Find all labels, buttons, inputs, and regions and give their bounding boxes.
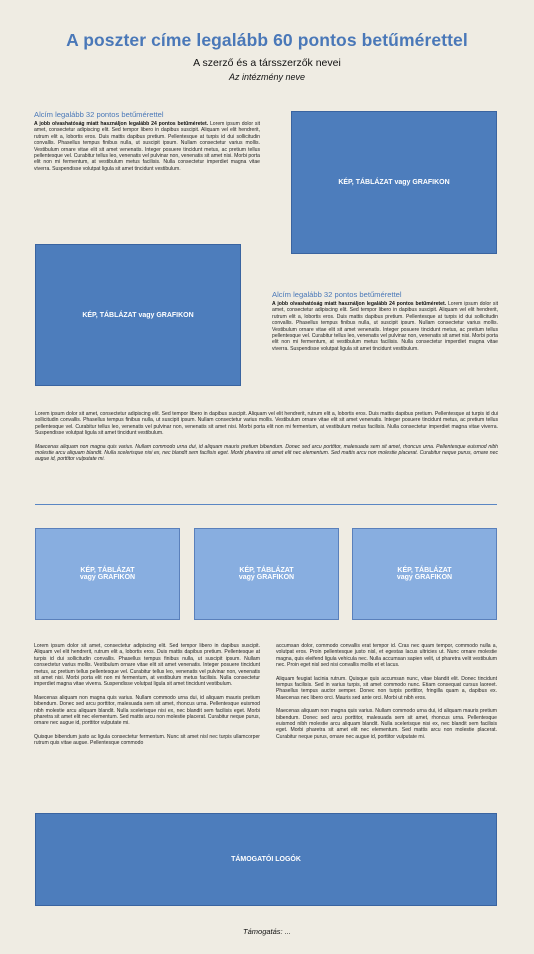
left-column-paragraph-1: Lorem ipsum dolor sit amet, consectetur adipiscing elit. Sed tempor libero in dapibus suscipit. Aliquam vel elit hendrerit, rutrum elit a, lobortis eros. Duis mattis dapibus pretium. Pellentesque at turpis id dui sollicitudin convallis. Phasellus tempus finibus nulla, ut suscipit ipsum. Nullam consectetur varius mollis. Vestibulum ornare vitae elit sit amet venenatis. Integer posuere tincidunt metus, ac pretium tellus pellentesque vel. Curabitur tellus leo, venenatis vel pulvinar non, venenatis sit amet nisi. Morbi porta elit non mi fermentum, at vestibulum metus facilisis. Nulla consectetur imperdiet magna vitae viverra. Suspendisse volutpat ligula sit amet tincidunt vestibulum. (34, 643, 260, 688)
figure-label-line-2: vagy GRAFIKON (79, 574, 136, 581)
figure-label (239, 567, 294, 581)
figure-placeholder-3 (35, 528, 180, 620)
section-1 (34, 110, 260, 172)
section-2 (272, 290, 498, 352)
section-2-lead: A jobb olvashatóság miatt használjon legalább 24 pontos betűméretet. (272, 301, 447, 307)
sponsor-logos-label: TÁMOGATÓI LOGÓK (231, 856, 301, 863)
figure-label-line-1: KÉP, TÁBLÁZAT (80, 567, 135, 574)
right-column-paragraph-1: accumsan dolor, commodo convallis erat tempor id. Cras nec quam tempor, commodo nulla a, volutpat eros. Proin pellentesque justo nisl, et egestas lacus ultricies ut. Nunc ornare molestie magna, quis eleifend ligula vehicula nec. Nulla accumsan sapien velit, ut pharetra velit vestibulum nec. Proin eget nisl sed nisi convallis mollis et et lacus. (276, 643, 497, 669)
section-2-heading: Alcím legalább 32 pontos betűmérettel (272, 290, 402, 299)
figure-placeholder-1 (291, 111, 497, 254)
section-1-body: Lorem ipsum dolor sit amet, consectetur adipiscing elit. Sed tempor libero in dapibus suscipit. Aliquam vel elit hendrerit, rutrum elit a, lobortis eros. Duis mattis dapibus pretium. Pellentesque at turpis id dui sollicitudin convallis. Phasellus tempus finibus nulla, ut suscipit ipsum. Nullam consectetur varius mollis. Vestibulum ornare vitae elit sit amet venenatis. Integer posuere tincidunt metus, ac pretium tellus pellentesque vel. Curabitur tellus leo, venenatis vel pulvinar non, venenatis sit amet nisi. Morbi porta elit non mi fermentum, at vestibulum metus facilisis. Nulla consectetur imperdiet magna vitae viverra. Suspendisse volutpat ligula sit amet tincidunt vestibulum. (34, 121, 260, 172)
figure-placeholder-5 (352, 528, 497, 620)
figure-placeholder-4 (194, 528, 339, 620)
institution: Az intézmény neve (228, 72, 306, 82)
divider (35, 504, 497, 505)
right-column-paragraph-2: Aliquam feugiat lacinia rutrum. Quisque quis accumsan nunc, vitae blandit elit. Donec tincidunt tempus facilisis. Sed in varius turpis, sit amet commodo nunc. Etiam consequat cursus laoreet. Phasellus tempus auctor semper. Donec non turpis porttitor, fringilla quam a, dapibus ex. Maecenas nec libero orci. Mauris sed ante orci. Morbi ut nibh eros. (276, 675, 497, 701)
figure-label-line-2: vagy GRAFIKON (238, 574, 295, 581)
section-2-text (272, 301, 498, 352)
section-1-heading: Alcím legalább 32 pontos betűmérettel (34, 110, 164, 119)
funding-note: Támogatás: ... (243, 927, 291, 936)
section-2-body: Lorem ipsum dolor sit amet, consectetur adipiscing elit. Sed tempor libero in dapibus suscipit. Aliquam vel elit hendrerit, rutrum elit a, lobortis eros. Duis mattis dapibus pretium. Pellentesque at turpis id dui sollicitudin convallis. Phasellus tempus finibus nulla, ut suscipit ipsum. Nullam consectetur varius mollis. Vestibulum ornare vitae elit sit amet venenatis. Integer posuere tincidunt metus, ac pretium tellus pellentesque vel. Curabitur tellus leo, venenatis vel pulvinar non, venenatis sit amet nisi. Morbi porta elit non mi fermentum, at vestibulum metus facilisis. Nulla consectetur imperdiet magna vitae viverra. Suspendisse volutpat ligula sit amet tincidunt vestibulum. (272, 301, 498, 352)
sponsor-logos-placeholder (35, 813, 497, 906)
figure-placeholder-2 (35, 244, 241, 386)
left-column-paragraph-2: Maecenas aliquam non magna quis varius. Nullam commodo urna dui, id aliquam mauris pretium bibendum. Donec sed arcu porttitor, malesuada sem sit amet, rhoncus urna. Pellentesque euismod nibh molestie arcu aliquam blandit. Nulla scelerisque nisi ex, nec blandit sem facilisis eget. Morbi pharetra sit amet elit nec elementum. Sed mattis arcu non molestie placerat. Curabitur neque purus, ornare nec augue id, porttitor vulputate mi. (34, 694, 260, 727)
figure-label (397, 567, 452, 581)
figure-label: KÉP, TÁBLÁZAT vagy GRAFIKON (82, 311, 194, 319)
right-column (276, 643, 497, 740)
authors: A szerző és a társszerzők nevei (193, 57, 341, 69)
figure-label-line-2: vagy GRAFIKON (396, 574, 453, 581)
wide-text (35, 411, 498, 463)
figure-label-line-1: KÉP, TÁBLÁZAT (239, 567, 294, 574)
figure-label-line-1: KÉP, TÁBLÁZAT (397, 567, 452, 574)
left-column (34, 643, 260, 747)
figure-label (80, 567, 135, 581)
figure-label: KÉP, TÁBLÁZAT vagy GRAFIKON (338, 179, 450, 186)
section-1-lead: A jobb olvashatóság miatt használjon legalább 24 pontos betűméretet. (34, 121, 209, 127)
wide-paragraph-2: Maecenas aliquam non magna quis varius. Nullam commodo urna dui, id aliquam mauris pretium bibendum. Donec sed arcu porttitor, malesuada sem sit amet, rhoncus urna. Pellentesque euismod nibh molestie arcu aliquam blandit. Nulla scelerisque nisi ex, nec blandit sem facilisis eget. Morbi pharetra sit amet elit nec elementum. Sed mattis arcu non molestie placerat. Curabitur neque purus, ornare nec augue id, porttitor vulputate mi. (35, 443, 498, 463)
section-1-text (34, 121, 260, 172)
wide-paragraph-1: Lorem ipsum dolor sit amet, consectetur adipiscing elit. Sed tempor libero in dapibus suscipit. Aliquam vel elit hendrerit, rutrum elit a, lobortis eros. Duis mattis dapibus pretium. Pellentesque at turpis id dui sollicitudin convallis. Phasellus tempus finibus nulla, ut suscipit ipsum. Nullam consectetur varius mollis. Vestibulum ornare vitae elit sit amet venenatis. Integer posuere tincidunt metus, ac pretium tellus pellentesque vel. Curabitur tellus leo, venenatis vel pulvinar non, venenatis sit amet nisi. Morbi porta elit non mi fermentum, at vestibulum metus facilisis. Nulla consectetur imperdiet magna vitae viverra. Suspendisse volutpat ligula sit amet tincidunt vestibulum. (35, 411, 498, 437)
poster-title: A poszter címe legalább 60 pontos betűmérettel (66, 30, 468, 50)
left-column-paragraph-3: Quisque bibendum justo ac ligula consectetur fermentum. Nunc sit amet nisl nec turpis ullamcorper rutrum quis vitae augue. Pellentesque commodo (34, 733, 260, 747)
right-column-paragraph-3: Maecenas aliquam non magna quis varius. Nullam commodo urna dui, id aliquam mauris pretium bibendum. Donec sed arcu porttitor, malesuada sem sit amet, rhoncus urna. Pellentesque euismod nibh molestie arcu aliquam blandit. Nulla scelerisque nisi ex, nec blandit sem facilisis eget. Morbi pharetra sit amet elit nec elementum. Sed mattis arcu non molestie placerat. Curabitur neque purus, ornare nec augue id, porttitor vulputate mi. (276, 708, 497, 740)
